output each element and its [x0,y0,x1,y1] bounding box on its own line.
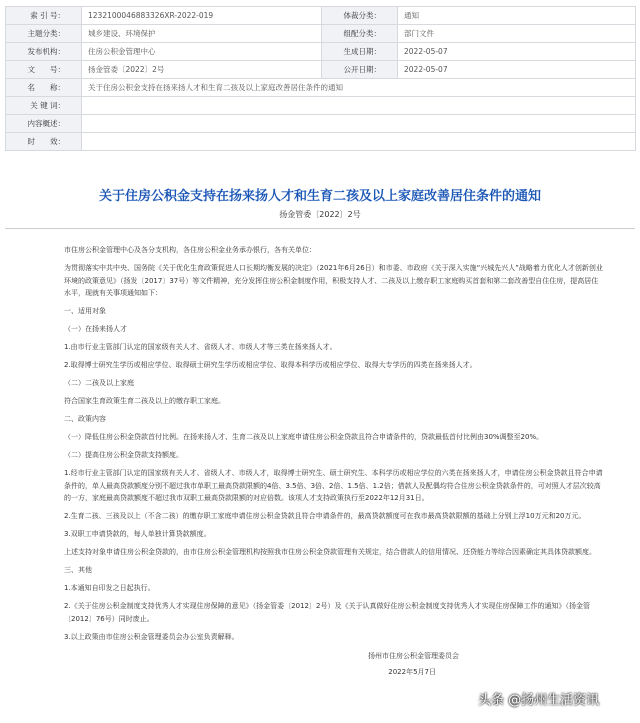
index-label: 索 引 号： [6,7,82,25]
timeliness-label: 时 效： [6,133,82,151]
summary-value [82,115,636,133]
topic-label: 主题分类： [6,25,82,43]
timeliness-value [82,133,636,151]
org-label: 组配分类： [322,25,398,43]
paragraph: 1.经市行业主管部门认定的国家级有关人才、省级人才、市级人才，取得博士研究生、硕士研究生、本科学历或相应学位的六类在扬来扬人才，申请住房公积金贷款且符合申请条件的，单人最高贷款额度分别不超过我市单职工最高贷款限额的4倍、3.5倍、3倍、2倍、1.5倍、1.2倍；借款人及配偶均符合住房公积金贷款条件的，可对照人才层次较高的一方，家庭最高贷款额度不超过我市双职工最高贷款限额的对应倍数。该项人才支持政策执行至2022年12月31日。 [64,469,603,502]
index-value: 12321000468833​26XR-2022-019 [82,7,322,25]
meta-row [6,79,636,97]
section-heading: 二、政策内容 [64,415,106,423]
paragraph: 2.取得博士研究生学历或相应学位、取得硕士研究生学历或相应学位、取得本科学历或相应学位、取得大专学历的四类在扬来扬人才。 [64,361,477,369]
section-heading: 三、其他 [64,566,92,574]
org-value: 部门文件 [398,25,636,43]
meta-row [6,25,636,43]
created-date-value: 2022-05-07 [398,43,636,61]
category-label: 体裁分类： [322,7,398,25]
signature-date: 2022年5月7日 [388,667,436,676]
created-date-label: 生成日期： [322,43,398,61]
document-body [64,244,604,678]
intro-paragraph: 为贯彻落实中共中央、国务院《关于优化生育政策促进人口长期均衡发展的决定》（2021年6月26日）和市委、市政府《关于深入实施“兴城先兴人”战略着力优化人才创新创业环境的政策意见》（扬发〔2017〕37号）等文件精神，充分发挥住房公积金制度作用，积极支持人才、二孩及以上缴存职工家庭购买首套和第二套改善型自住住房，提高居住水平，现就有关事项通知如下： [64,264,603,297]
paragraph: 1.由市行业主管部门认定的国家级有关人才、省级人才、市级人才等三类在扬来扬人才。 [64,343,337,351]
paragraph: 3.以上政策由市住房公积金管理委员会办公室负责解释。 [64,632,239,641]
paragraph: 符合国家生育政策生育二孩及以上的缴存职工家庭。 [64,397,225,405]
paragraph: （一）降低住房公积金贷款首付比例。在扬来扬人才、生育二孩及以上家庭申请住房公积金贷款且符合申请条件的，贷款最低首付比例由30%调整至20%。 [64,433,544,441]
meta-row [6,133,636,151]
category-value: 通知 [398,7,636,25]
docno-label: 文 号： [6,61,82,79]
paragraph: 2.生育二孩、三孩及以上（不含二孩）的缴存职工家庭申请住房公积金贷款且符合申请条件的，最高贷款额度可在我市最高贷款限额的基础上分别上浮10万元和20万元。 [64,512,586,520]
paragraph: 2.《关于住房公积金制度支持优秀人才实现住房保障的意见》（扬金管委〔2012〕2号）及《关于认真做好住房公积金制度支持优秀人才实现住房保障工作的通知》（扬金管〔2012〕76号）同时废止。 [64,602,590,623]
docno-value: 扬金管委〔2022〕2号 [82,61,322,79]
watermark: 头条 @扬州生活资讯 [478,693,600,708]
paragraph: 3.双职工申请贷款的，每人单独计算贷款额度。 [64,530,211,538]
salutation: 市住房公积金管理中心及各分支机构，各住房公积金业务承办银行，各有关单位： [64,246,316,254]
keywords-value [82,97,636,115]
meta-row [6,115,636,133]
publish-date-value: 2022-05-07 [398,61,636,79]
subsection-heading: （二）二孩及以上家庭 [64,379,134,387]
subsection-heading: （二）提高住房公积金贷款支持额度。 [64,451,183,459]
topic-value: 城乡建设、环境保护 [82,25,322,43]
summary-label: 内容概述： [6,115,82,133]
name-value: 关于住房公积金支持在扬来扬人才和生育二孩及以上家庭改善居住条件的通知 [82,79,636,97]
section-heading: 一、适用对象 [64,307,106,315]
issuer-value: 住房公积金管理中心 [82,43,322,61]
document-number: 扬金管委〔2022〕2号 [279,210,361,219]
issuer-label: 发布机构： [6,43,82,61]
divider [5,228,635,229]
keywords-label: 关 键 词： [6,97,82,115]
meta-row [6,43,636,61]
meta-row [6,97,636,115]
subsection-heading: （一）在扬来扬人才 [64,325,127,333]
document-title: 关于住房公积金支持在扬来扬人才和生育二孩及以上家庭改善居住条件的通知 [98,189,541,204]
meta-row [6,61,636,79]
signature: 扬州市住房公积金管理委员会 [368,652,459,660]
document-metadata-table [5,6,636,151]
paragraph: 1.本通知自印发之日起执行。 [64,584,155,592]
paragraph: 上述支持对象申请住房公积金贷款的，由市住房公积金管理机构按照我市住房公积金贷款管理有关规定，结合借款人的信用情况、还贷能力等综合因素确定其具体贷款额度。 [64,548,596,556]
name-label: 名 称： [6,79,82,97]
meta-row [6,7,636,25]
publish-date-label: 公开日期： [322,61,398,79]
